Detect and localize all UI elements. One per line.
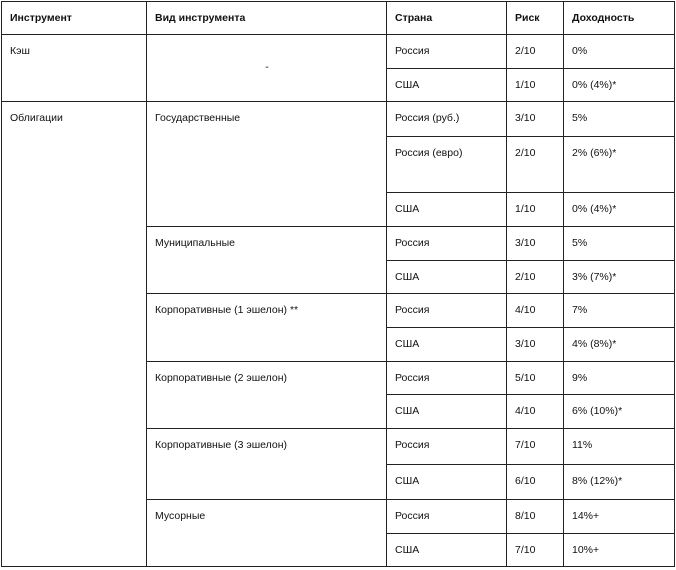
type-cell-corporate-1: Корпоративные (1 эшелон) ** — [147, 294, 387, 362]
header-row — [2, 2, 675, 35]
yield-cell: 8% (12%)* — [564, 465, 675, 500]
yield-cell: 10%+ — [564, 534, 675, 567]
yield-cell: 4% (8%)* — [564, 328, 675, 362]
country-cell: США — [387, 465, 507, 500]
yield-cell: 14%+ — [564, 500, 675, 534]
risk-cell: 3/10 — [507, 102, 564, 137]
country-cell: США — [387, 328, 507, 362]
country-cell: Россия — [387, 362, 507, 395]
type-cell-junk: Мусорные — [147, 500, 387, 567]
risk-cell: 4/10 — [507, 294, 564, 328]
instrument-cell-cash: Кэш — [2, 35, 147, 102]
header-yield: Доходность — [564, 2, 675, 35]
risk-cell: 7/10 — [507, 429, 564, 465]
type-cell-corporate-3: Корпоративные (3 эшелон) — [147, 429, 387, 500]
yield-cell: 0% — [564, 35, 675, 69]
risk-cell: 1/10 — [507, 193, 564, 227]
risk-cell: 3/10 — [507, 328, 564, 362]
risk-cell: 4/10 — [507, 395, 564, 429]
type-cell-municipal: Муниципальные — [147, 227, 387, 294]
country-cell: США — [387, 261, 507, 294]
country-cell: Россия — [387, 294, 507, 328]
header-instrument-type: Вид инструмента — [147, 2, 387, 35]
header-risk: Риск — [507, 2, 564, 35]
yield-cell: 3% (7%)* — [564, 261, 675, 294]
risk-cell: 5/10 — [507, 362, 564, 395]
yield-cell: 9% — [564, 362, 675, 395]
table-row — [2, 102, 675, 137]
risk-cell: 2/10 — [507, 137, 564, 193]
risk-cell: 7/10 — [507, 534, 564, 567]
country-cell: Россия (руб.) — [387, 102, 507, 137]
risk-cell: 8/10 — [507, 500, 564, 534]
country-cell: США — [387, 395, 507, 429]
country-cell: Россия — [387, 227, 507, 261]
investment-instruments-table — [1, 1, 675, 567]
instrument-cell-bonds: Облигации — [2, 102, 147, 567]
yield-cell: 5% — [564, 102, 675, 137]
country-cell: Россия (евро) — [387, 137, 507, 193]
risk-cell: 2/10 — [507, 261, 564, 294]
type-placeholder: - — [265, 61, 269, 73]
type-cell-government: Государственные — [147, 102, 387, 227]
country-cell: США — [387, 193, 507, 227]
risk-cell: 1/10 — [507, 69, 564, 102]
country-cell: Россия — [387, 35, 507, 69]
yield-cell: 6% (10%)* — [564, 395, 675, 429]
country-cell: Россия — [387, 429, 507, 465]
yield-cell: 2% (6%)* — [564, 137, 675, 193]
country-cell: США — [387, 534, 507, 567]
yield-cell: 0% (4%)* — [564, 69, 675, 102]
yield-cell: 5% — [564, 227, 675, 261]
yield-cell: 0% (4%)* — [564, 193, 675, 227]
type-cell-cash — [147, 35, 387, 102]
header-instrument: Инструмент — [2, 2, 147, 35]
country-cell: США — [387, 69, 507, 102]
yield-cell: 11% — [564, 429, 675, 465]
header-country: Страна — [387, 2, 507, 35]
risk-cell: 3/10 — [507, 227, 564, 261]
risk-cell: 2/10 — [507, 35, 564, 69]
risk-cell: 6/10 — [507, 465, 564, 500]
yield-cell: 7% — [564, 294, 675, 328]
type-cell-corporate-2: Корпоративные (2 эшелон) — [147, 362, 387, 429]
country-cell: Россия — [387, 500, 507, 534]
table-row — [2, 35, 675, 69]
